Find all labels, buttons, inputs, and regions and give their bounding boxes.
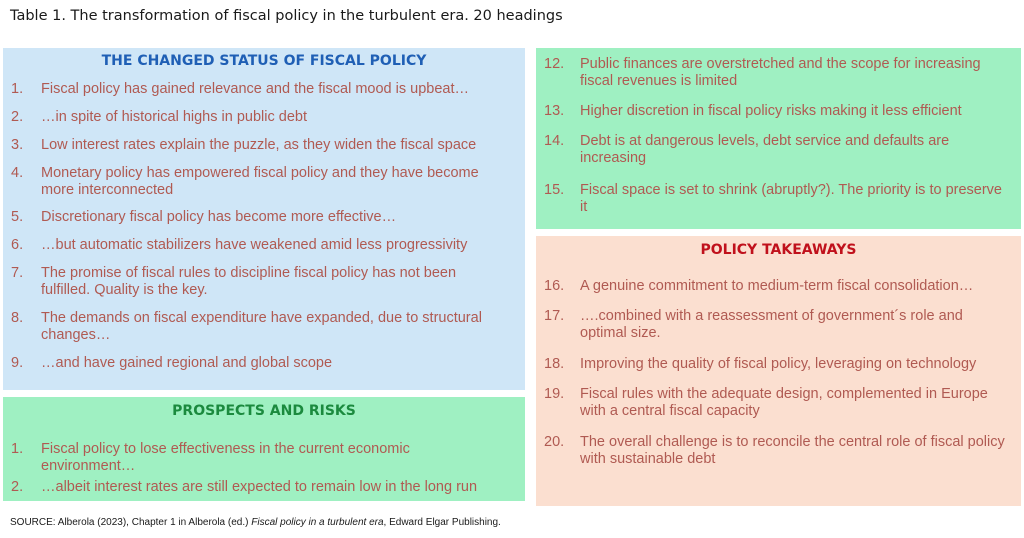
item-number: 9. <box>11 355 24 371</box>
risks-continued-panel <box>536 48 1021 229</box>
source-suffix: , Edward Elgar Publishing. <box>383 517 501 528</box>
prospects-panel <box>3 397 525 501</box>
item-text-line-2: environment… <box>41 458 136 474</box>
item-number: 12. <box>544 56 565 72</box>
item-text: Fiscal rules with the adequate design, complemented in Europe <box>580 386 988 402</box>
item-number: 5. <box>11 209 24 225</box>
item-text: Fiscal space is set to shrink (abruptly?). The priority is to preserve <box>580 182 1003 198</box>
item-number: 2. <box>11 109 24 125</box>
item-text-line-2: with sustainable debt <box>580 451 716 467</box>
item-number: 4. <box>11 165 24 181</box>
item-text-line-2: fulfilled. Quality is the key. <box>41 282 208 298</box>
item-text: Public finances are overstretched and the scope for increasing <box>580 56 981 72</box>
item-number: 1. <box>11 81 24 97</box>
item-text: Monetary policy has empowered fiscal policy and they have become <box>41 165 479 181</box>
item-text: Debt is at dangerous levels, debt service and defaults are <box>580 133 950 149</box>
item-number: 15. <box>544 182 565 198</box>
item-text: The demands on fiscal expenditure have expanded, due to structural <box>41 310 482 326</box>
item-text: Higher discretion in fiscal policy risks making it less efficient <box>580 103 962 119</box>
item-text: The overall challenge is to reconcile the central role of fiscal policy <box>580 434 1005 450</box>
item-number: 3. <box>11 137 24 153</box>
policy-takeaways-heading: POLICY TAKEAWAYS <box>700 242 857 258</box>
item-text: Fiscal policy to lose effectiveness in the current economic <box>41 441 410 457</box>
item-number: 8. <box>11 310 24 326</box>
item-text: Low interest rates explain the puzzle, as they widen the fiscal space <box>41 137 477 153</box>
table-title: Table 1. The transformation of fiscal policy in the turbulent era. 20 headings <box>10 8 563 24</box>
item-number: 19. <box>544 386 565 402</box>
item-text-line-2: fiscal revenues is limited <box>580 73 738 89</box>
item-number: 20. <box>544 434 565 450</box>
policy-takeaways-panel <box>536 236 1021 506</box>
item-text-line-2: optimal size. <box>580 325 661 341</box>
item-text-line-2: more interconnected <box>41 182 174 198</box>
item-text: …but automatic stabilizers have weakened amid less progressivity <box>41 237 468 253</box>
item-number: 16. <box>544 278 565 294</box>
source-note <box>10 517 501 528</box>
item-text: …and have gained regional and global scope <box>41 355 333 371</box>
item-text: ….combined with a reassessment of government´s role and <box>580 308 963 324</box>
item-text: A genuine commitment to medium-term fiscal consolidation… <box>580 278 974 294</box>
item-text: …albeit interest rates are still expected to remain low in the long run <box>41 479 478 495</box>
item-text-line-2: changes… <box>41 327 111 343</box>
item-text-line-2: increasing <box>580 150 647 166</box>
item-number: 2. <box>11 479 24 495</box>
source-prefix: SOURCE: Alberola (2023), Chapter 1 in Alberola (ed.) <box>10 517 252 528</box>
item-number: 18. <box>544 356 565 372</box>
item-text: Improving the quality of fiscal policy, leveraging on technology <box>580 356 977 372</box>
item-number: 7. <box>11 265 24 281</box>
changed-status-heading: THE CHANGED STATUS OF FISCAL POLICY <box>101 53 427 69</box>
item-number: 14. <box>544 133 565 149</box>
item-text: Discretionary fiscal policy has become more effective… <box>41 209 397 225</box>
item-number: 17. <box>544 308 565 324</box>
source-book-title: Fiscal policy in a turbulent era <box>251 517 384 528</box>
item-text-line-2: with a central fiscal capacity <box>580 403 760 419</box>
prospects-heading: PROSPECTS AND RISKS <box>172 403 356 419</box>
item-number: 6. <box>11 237 24 253</box>
item-text: The promise of fiscal rules to discipline fiscal policy has not been <box>41 265 457 281</box>
changed-status-panel <box>3 48 525 390</box>
item-text: Fiscal policy has gained relevance and the fiscal mood is upbeat… <box>41 81 469 97</box>
item-number: 13. <box>544 103 565 119</box>
item-text: …in spite of historical highs in public debt <box>41 109 307 125</box>
item-text-line-2: it <box>580 199 588 215</box>
item-number: 1. <box>11 441 24 457</box>
